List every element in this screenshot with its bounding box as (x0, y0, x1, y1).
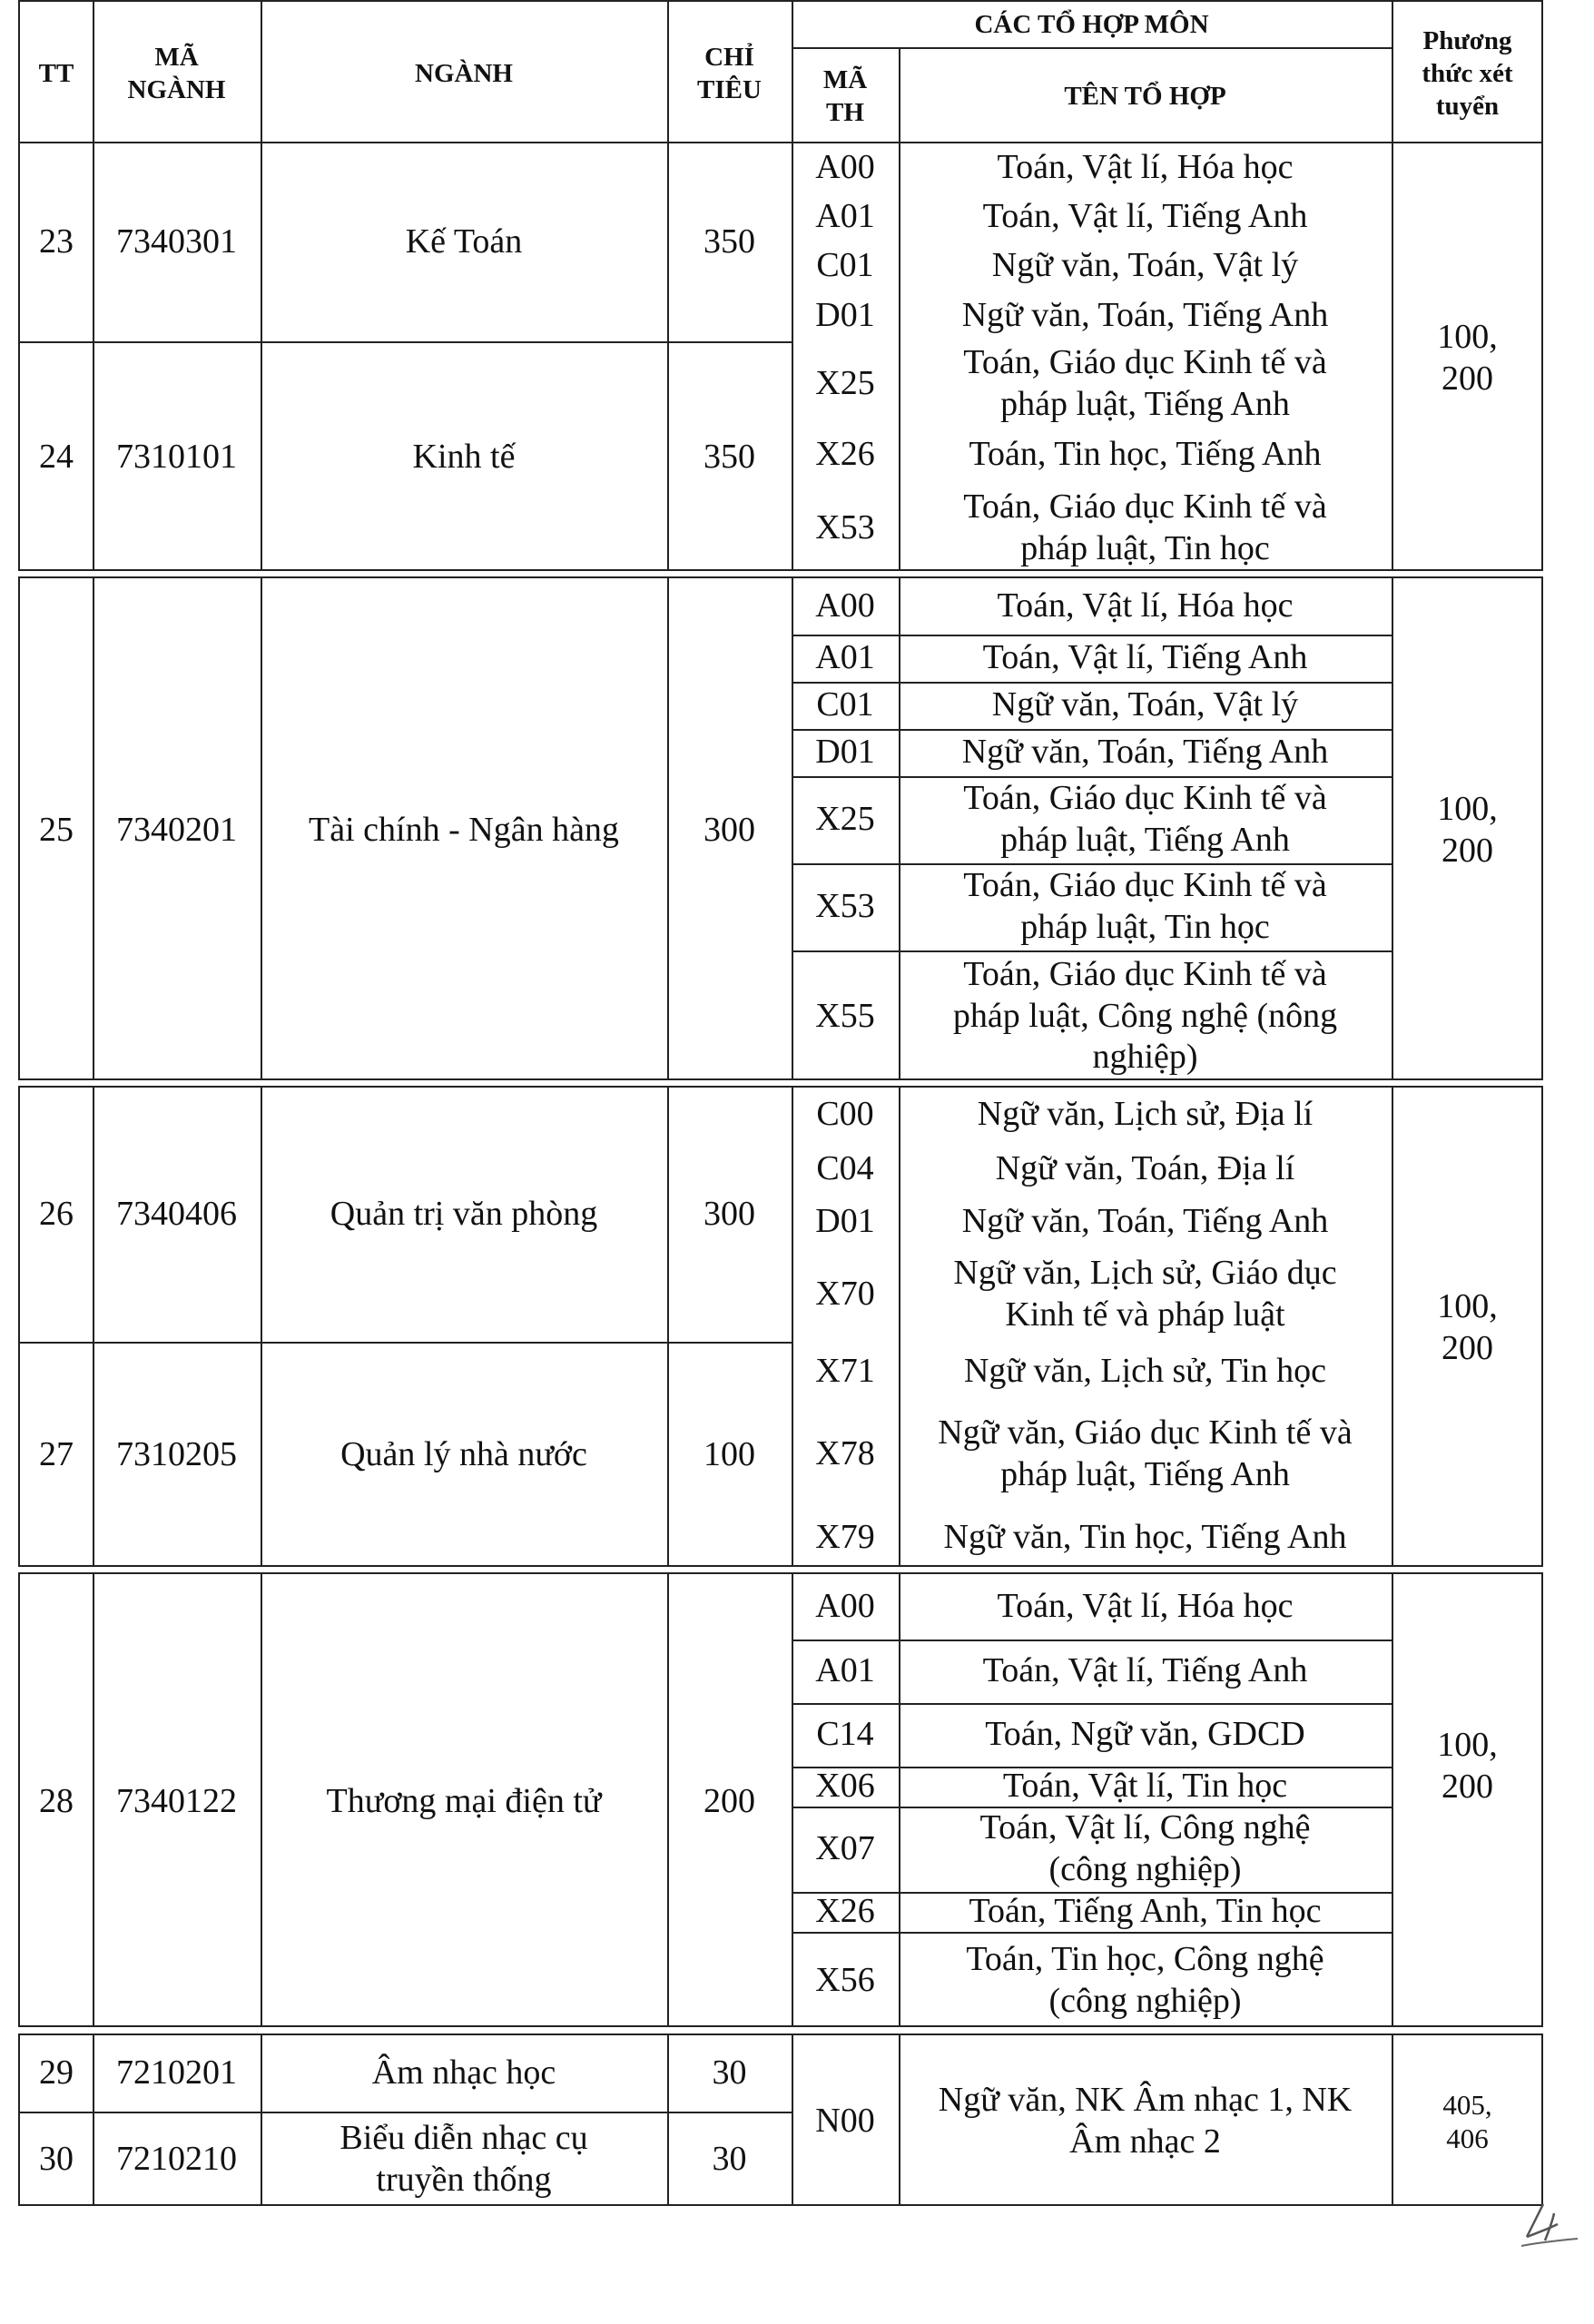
combo-code: X53 (815, 507, 875, 547)
major-quota: 100 (704, 1435, 755, 1474)
combo-code: X25 (815, 364, 875, 403)
major-name: Tài chính - Ngân hàng (309, 810, 619, 849)
combo-name: Toán, Giáo dục Kinh tế và pháp luật, Công nghệ (nông nghiệp) (952, 955, 1338, 1077)
header-chi-tieu: CHỈ TIÊU (697, 42, 762, 104)
combo-code: X53 (815, 887, 875, 926)
combo-code: X79 (815, 1518, 875, 1557)
major-name: Quản trị văn phòng (330, 1195, 598, 1234)
combo-name: Ngữ văn, Toán, Tiếng Anh (961, 733, 1329, 772)
header-cac-to-hop-mon: CÁC TỔ HỢP MÔN (974, 9, 1209, 39)
table-header (18, 0, 1543, 143)
combo-code: X70 (815, 1275, 875, 1314)
combo-code: D01 (815, 733, 875, 772)
major-code: 7340406 (116, 1195, 237, 1234)
combo-code: X07 (815, 1829, 875, 1868)
combo-name: Toán, Tin học, Tiếng Anh (969, 435, 1322, 474)
combo-code: A01 (815, 1651, 875, 1690)
major-code: 7210210 (116, 2140, 237, 2179)
header-ma-nganh: MÃ NGÀNH (127, 42, 226, 104)
header-nganh: NGÀNH (415, 58, 513, 88)
combo-name: Ngữ văn, Toán, Vật lý (991, 246, 1299, 285)
major-quota: 300 (704, 1195, 755, 1234)
combo-code: X06 (815, 1767, 875, 1806)
combo-code: X78 (815, 1434, 875, 1473)
combo-name: Ngữ văn, Toán, Tiếng Anh (961, 1202, 1329, 1241)
combo-code: X25 (815, 800, 875, 839)
combo-code: A00 (815, 1587, 875, 1626)
combo-name: Toán, Giáo dục Kinh tế và pháp luật, Tiếng Anh (963, 343, 1327, 423)
combo-code: D01 (815, 296, 875, 335)
major-quota: 200 (704, 1781, 755, 1820)
combo-code: C01 (816, 685, 874, 724)
major-quota: 350 (704, 437, 755, 476)
major-tt: 30 (39, 2140, 74, 2179)
major-code: 7340301 (116, 222, 237, 261)
admission-method: 100, 200 (1437, 1287, 1498, 1367)
combo-name: Toán, Vật lí, Hóa học (997, 1587, 1294, 1626)
combo-name: Ngữ văn, Giáo dục Kinh tế và pháp luật, Tiếng Anh (938, 1413, 1353, 1493)
combo-name: Toán, Giáo dục Kinh tế và pháp luật, Tiếng Anh (963, 779, 1327, 859)
combo-name: Ngữ văn, Toán, Vật lý (991, 685, 1299, 724)
group-23-24 (18, 142, 1543, 571)
combo-name: Toán, Ngữ văn, GDCD (985, 1715, 1305, 1754)
combo-name: Toán, Giáo dục Kinh tế và pháp luật, Tin học (963, 487, 1327, 567)
combo-name: Toán, Vật lí, Tiếng Anh (982, 638, 1308, 677)
combo-code: A00 (815, 586, 875, 625)
major-name: Thương mại điện tử (326, 1781, 602, 1820)
combo-name: Ngữ văn, Lịch sử, Tin học (963, 1352, 1327, 1391)
header-ma-th: MÃ TH (822, 64, 868, 127)
admission-method: 100, 200 (1437, 789, 1498, 870)
group-29-30 (18, 2034, 1543, 2206)
header-tt: TT (38, 58, 74, 88)
combo-code: A01 (815, 638, 875, 677)
combo-code: X26 (815, 1892, 875, 1931)
major-name: Kế Toán (405, 222, 523, 261)
admission-method: 100, 200 (1437, 1726, 1498, 1806)
combo-code: X71 (815, 1352, 875, 1391)
combo-code: C00 (816, 1095, 874, 1134)
admission-method: 405, 406 (1442, 2088, 1492, 2154)
major-tt: 29 (39, 2053, 74, 2093)
combo-name: Toán, Vật lí, Công nghệ (công nghiệp) (979, 1808, 1311, 1888)
combo-name: Toán, Tiếng Anh, Tin học (969, 1892, 1322, 1931)
major-quota: 30 (712, 2140, 747, 2179)
combo-code: C01 (816, 246, 874, 285)
admission-method: 100, 200 (1437, 317, 1498, 398)
combo-code: C04 (816, 1149, 874, 1188)
major-code: 7340122 (116, 1781, 237, 1820)
combo-name: Ngữ văn, Toán, Tiếng Anh (961, 296, 1329, 335)
combo-name: Toán, Vật lí, Hóa học (997, 148, 1294, 187)
combo-code: N00 (815, 2102, 875, 2141)
combo-name: Toán, Vật lí, Tiếng Anh (982, 1651, 1308, 1690)
major-tt: 26 (39, 1195, 74, 1234)
combo-name: Ngữ văn, Lịch sử, Giáo dục Kinh tế và pháp luật (953, 1254, 1337, 1334)
signature-mark-icon (1518, 2197, 1581, 2251)
combo-code: X55 (815, 996, 875, 1035)
combo-name: Toán, Tin học, Công nghệ (công nghiệp) (966, 1939, 1324, 2020)
major-name: Quản lý nhà nước (340, 1435, 587, 1474)
combo-name: Ngữ văn, NK Âm nhạc 1, NK Âm nhạc 2 (938, 2081, 1353, 2161)
major-name: Kinh tế (412, 437, 516, 476)
major-quota: 350 (704, 222, 755, 261)
combo-name: Toán, Vật lí, Tin học (1002, 1767, 1288, 1806)
major-code: 7340201 (116, 810, 237, 849)
major-tt: 23 (39, 222, 74, 261)
major-quota: 300 (704, 810, 755, 849)
major-name: Âm nhạc học (371, 2053, 556, 2093)
combo-name: Ngữ văn, Tin học, Tiếng Anh (943, 1518, 1347, 1557)
major-tt: 25 (39, 810, 74, 849)
major-tt: 28 (39, 1781, 74, 1820)
header-phuong-thuc: Phương thức xét tuyển (1422, 25, 1513, 122)
combo-name: Ngữ văn, Toán, Địa lí (995, 1149, 1295, 1188)
group-25 (18, 576, 1543, 1080)
combo-code: C14 (816, 1715, 874, 1754)
major-tt: 24 (39, 437, 74, 476)
header-ten-to-hop: TÊN TỔ HỢP (1064, 81, 1226, 111)
combo-name: Toán, Giáo dục Kinh tế và pháp luật, Tin học (963, 866, 1327, 946)
combo-code: A00 (815, 148, 875, 187)
major-code: 7210201 (116, 2053, 237, 2093)
major-tt: 27 (39, 1435, 74, 1474)
combo-code: X26 (815, 435, 875, 474)
major-code: 7310205 (116, 1435, 237, 1474)
combo-code: A01 (815, 197, 875, 236)
major-quota: 30 (712, 2053, 747, 2093)
combo-code: D01 (815, 1202, 875, 1241)
combo-name: Ngữ văn, Lịch sử, Địa lí (977, 1095, 1314, 1134)
combo-name: Toán, Vật lí, Tiếng Anh (982, 197, 1308, 236)
combo-code: X56 (815, 1960, 875, 1999)
major-name: Biểu diễn nhạc cụ truyền thống (339, 2119, 588, 2199)
group-26-27 (18, 1086, 1543, 1567)
combo-name: Toán, Vật lí, Hóa học (997, 586, 1294, 625)
group-28 (18, 1572, 1543, 2027)
major-code: 7310101 (116, 437, 237, 476)
